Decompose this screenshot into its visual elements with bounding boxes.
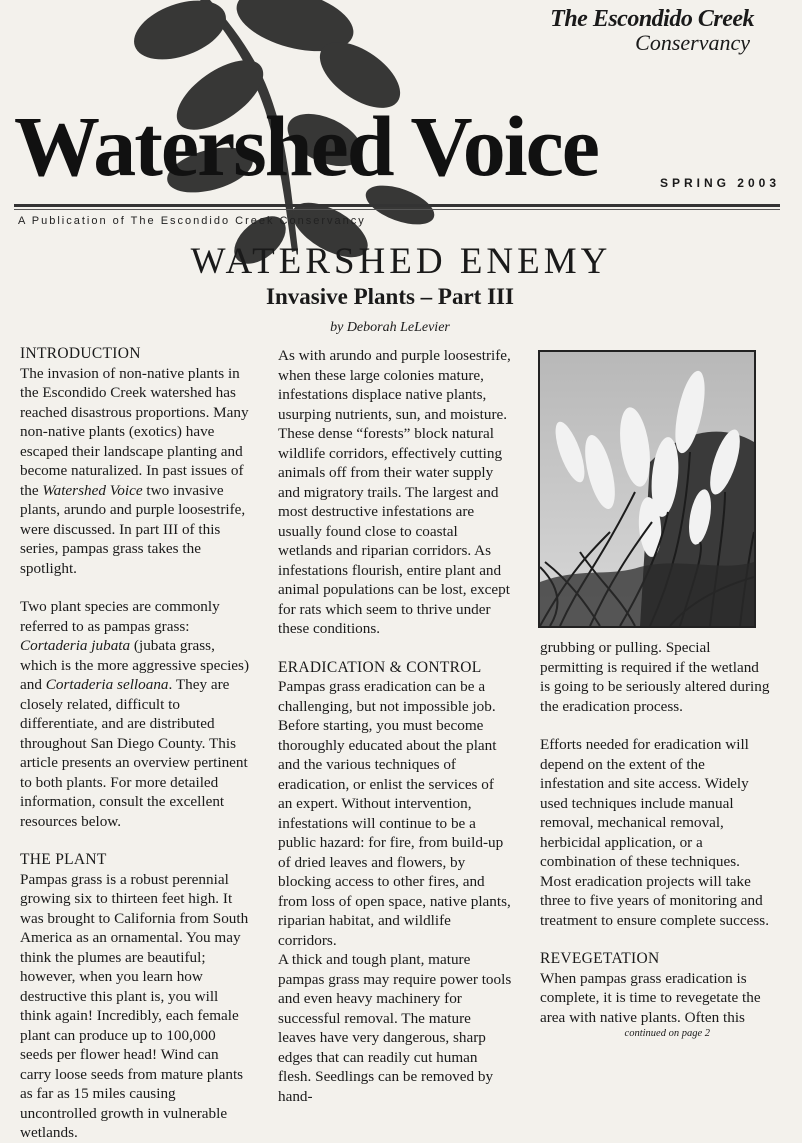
- article-subhead: Invasive Plants – Part III: [266, 284, 514, 309]
- logo-line-1: The Escondido Creek: [550, 6, 754, 32]
- masthead-rule: [14, 204, 780, 207]
- masthead-rule-thin: [14, 209, 780, 210]
- plant-paragraph: Pampas grass is a robust perennial growing six to thirteen feet high. It was brought to California from South America as an ornamental. You may think the plumes are beautiful; however, when you learn how destructive this plant is, you will think again! Incredibly, each female plant can produce up to 100,000 seeds per flower head! Wind can carry loose seeds from mature plants as far as 15 miles causing uncontrolled growth in vulnerable wetlands.: [20, 870, 249, 1141]
- section-heading-the-plant: THE PLANT: [20, 851, 107, 868]
- publication-name: Watershed Voice: [42, 481, 143, 499]
- article-column-2: [278, 346, 512, 1106]
- section-heading-eradication: ERADICATION & CONTROL: [278, 658, 482, 676]
- pampas-grass-photo: [538, 350, 756, 628]
- logo-line-2: Conservancy: [635, 30, 750, 55]
- article-byline: by Deborah LeLevier: [330, 320, 450, 335]
- intro-paragraph-1: The invasion of non-native plants in the Escondido Creek watershed has reached disastrous proportions. Many non-native plants (exotics) have escaped their landscape planting and become naturalized. In past issues of the Watershed Voice two invasive plants, arundo and purple loosestrife, were discussed. In part III of this series, pampas grass takes the spotlight.: [20, 364, 249, 577]
- section-heading-introduction: INTRODUCTION: [20, 345, 141, 362]
- continued-link[interactable]: continued on page 2: [624, 1028, 710, 1039]
- eradication-effort-paragraph: Efforts needed for eradication will depend on the extent of the infestation and site access. Widely used techniques include manual removal, mechanical removal, herbicidal application, or a combination of these techniques. Most eradication projects will take three to five years of monitoring and treatment to ensure complete success.: [540, 736, 769, 929]
- revegetation-paragraph: When pampas grass eradication is complete, it is time to revegetate the area with native plants. Often this: [540, 969, 761, 1026]
- species-name: Cortaderia jubata: [20, 637, 131, 654]
- article-column-1: [20, 344, 252, 1143]
- intro-paragraph-2: Two plant species are commonly referred to as pampas grass: Cortaderia jubata (jubata grass, which is the more aggressive species) and Cortaderia selloana. They are closely related, difficult to differentiate, and are distributed throughout San Diego County. This article presents an overview pertinent to both plants. For more detailed information, consult the excellent resources below.: [20, 598, 250, 830]
- section-heading-revegetation: REVEGETATION: [540, 950, 660, 967]
- permitting-paragraph: grubbing or pulling. Special permitting is required if the wetland is going to be seriously altered during the eradication process.: [540, 639, 770, 715]
- organization-logo[interactable]: [550, 6, 754, 54]
- article-column-3: [540, 638, 770, 1041]
- publication-line: A Publication of The Escondido Creek Conservancy: [18, 215, 366, 227]
- infestation-paragraph: As with arundo and purple loosestrife, when these large colonies mature, infestations displace native plants, usurping nutrients, sun, and moisture. These dense “forests” block natural wildlife corridors, effectively cutting animals off from their water supply and migratory trails. The largest and most destructive infestations are usually found close to coastal wetlands and riparian corridors. As infestations flourish, entire plant and animal populations can be lost, except for rats which seem to thrive under these conditions.: [278, 347, 511, 637]
- eradication-paragraph-1: Pampas grass eradication can be a challenging, but not impossible job. Before starting, you must become thoroughly educated about the plant and the various techniques of eradication, or enlist the services of an expert. Without intervention, infestations will continue to be a public hazard: for fire, from build-up of dried leaves and flowers, by blocking access to other fires, and from loss of open space, native plants, riparian habitat, and wildlife corridors.: [278, 678, 511, 949]
- issue-date: SPRING 2003: [659, 176, 780, 190]
- newsletter-title: Watershed Voice: [14, 98, 598, 194]
- article-headline: WATERSHED ENEMY: [190, 241, 612, 282]
- species-name: Cortaderia selloana: [45, 676, 169, 693]
- eradication-paragraph-2: A thick and tough plant, mature pampas grass may require power tools and even heavy machinery for successful removal. The mature leaves have very dangerous, sharp edges that can readily cut human flesh. Seedlings can be removed by hand-: [278, 951, 512, 1105]
